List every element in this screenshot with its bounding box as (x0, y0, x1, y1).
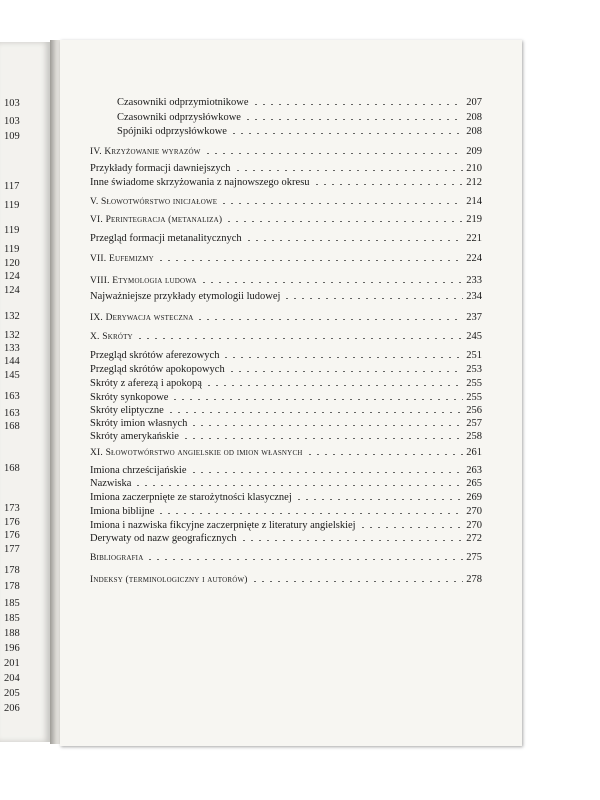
toc-entry-title: Derywaty od nazw geograficznych (90, 533, 237, 544)
dot-leader (205, 378, 463, 386)
toc-entry-page: 245 (466, 331, 482, 342)
dot-leader (251, 574, 464, 582)
toc-entry-title: V. Słowotwórstwo inicjałowe (90, 197, 218, 207)
left-page-number: 119 (4, 200, 20, 211)
left-page-number: 145 (4, 370, 20, 381)
dot-leader (234, 163, 464, 171)
toc-entry-page: 237 (466, 312, 482, 323)
dot-leader (222, 350, 463, 358)
toc-entry (90, 520, 482, 532)
dot-leader (182, 431, 463, 439)
left-page-number: 176 (4, 517, 20, 528)
toc-entry (90, 574, 482, 586)
toc-entry (90, 447, 482, 459)
toc-entry-title: Imiona i nazwiska fikcyjne zaczerpnięte z literatury angielskiej (90, 520, 356, 531)
toc-entry-title: Skróty synkopowe (90, 392, 169, 403)
left-page-number: 119 (4, 225, 20, 236)
toc-entry-page: 224 (466, 253, 482, 264)
toc-entry-title: Przegląd skrótów aferezowych (90, 350, 220, 361)
toc-entry-page: 253 (466, 364, 482, 375)
left-page-number: 204 (4, 673, 20, 684)
toc-entry-page: 270 (466, 506, 482, 517)
dot-leader (200, 275, 464, 283)
dot-leader (283, 291, 463, 299)
toc-entry (90, 431, 482, 443)
toc-entry (117, 112, 482, 124)
toc-entry (90, 392, 482, 404)
dot-leader (240, 533, 464, 541)
toc-entry-page: 208 (466, 126, 482, 137)
toc-entry-title: IV. Krzyżowanie wyrazów (90, 147, 201, 157)
toc-entry (90, 418, 482, 430)
toc-entry-page: 212 (466, 177, 482, 188)
toc-entry (90, 163, 482, 175)
toc-entry-page: 278 (466, 574, 482, 585)
dot-leader (204, 146, 464, 154)
toc-entry-title: IX. Derywacja wsteczna (90, 313, 194, 323)
toc-entry-title: VI. Perintegracja (metanaliza) (90, 215, 223, 225)
left-page-number: 163 (4, 391, 20, 402)
toc-entry (90, 214, 482, 226)
toc-entry-page: 219 (466, 214, 482, 225)
toc-entry-page: 210 (466, 163, 482, 174)
dot-leader (252, 97, 464, 105)
toc-entry-page: 221 (466, 233, 482, 244)
toc-entry (90, 146, 482, 158)
toc-entry-page: 255 (466, 392, 482, 403)
toc-entry-page: 275 (466, 552, 482, 563)
dot-leader (225, 214, 463, 222)
left-page-number: 117 (4, 181, 20, 192)
toc-entry-page: 265 (466, 478, 482, 489)
left-page-number: 144 (4, 356, 20, 367)
toc-entry-page: 269 (466, 492, 482, 503)
toc-entry (117, 97, 482, 109)
toc-entry-title: Skróty amerykańskie (90, 431, 179, 442)
toc-entry-title: VII. Eufemizmy (90, 254, 154, 264)
toc-entry-title: Imiona biblijne (90, 506, 155, 517)
left-page-number: 168 (4, 463, 20, 474)
toc-entry-title: Skróty z aferezą i apokopą (90, 378, 202, 389)
toc-entry-page: 207 (466, 97, 482, 108)
left-page-number: 188 (4, 628, 20, 639)
toc-entry (90, 196, 482, 208)
toc-entry (90, 291, 482, 303)
left-page-number: 178 (4, 581, 20, 592)
dot-leader (244, 112, 463, 120)
dot-leader (295, 492, 464, 500)
toc-entry (90, 253, 482, 265)
toc-entry-title: Indeksy (terminologiczny i autorów) (90, 575, 248, 585)
toc-entry (90, 378, 482, 390)
toc-entry-page: 251 (466, 350, 482, 361)
dot-leader (230, 126, 463, 134)
left-page-number: 124 (4, 285, 20, 296)
toc-entry-page: 258 (466, 431, 482, 442)
dot-leader (196, 312, 463, 320)
toc-entry-page: 214 (466, 196, 482, 207)
toc-entry (90, 478, 482, 490)
toc-entry-title: Przegląd formacji metanalitycznych (90, 233, 242, 244)
toc-entry-title: Czasowniki odprzymiotnikowe (117, 97, 249, 108)
dot-leader (306, 447, 464, 455)
left-page-number: 119 (4, 244, 20, 255)
dot-leader (146, 552, 463, 560)
left-page-number: 168 (4, 421, 20, 432)
toc-entry-page: 256 (466, 405, 482, 416)
toc-entry (90, 405, 482, 417)
toc-entry-page: 208 (466, 112, 482, 123)
toc-entry-title: Bibliografia (90, 553, 144, 563)
toc-entry-page: 272 (466, 533, 482, 544)
left-page-number: 120 (4, 258, 20, 269)
left-page-number: 109 (4, 131, 20, 142)
toc-entry (90, 533, 482, 545)
toc-entry-page: 234 (466, 291, 482, 302)
left-page-number: 206 (4, 703, 20, 714)
dot-leader (157, 506, 463, 514)
toc-entry-title: Przegląd skrótów apokopowych (90, 364, 225, 375)
left-page-number: 133 (4, 343, 20, 354)
toc-entry (90, 506, 482, 518)
left-page-number: 185 (4, 598, 20, 609)
toc-entry (90, 492, 482, 504)
left-page-number: 103 (4, 98, 20, 109)
toc-entry (90, 465, 482, 477)
toc-entry-title: Inne świadome skrzyżowania z najnowszego okresu (90, 177, 310, 188)
left-page-number: 177 (4, 544, 20, 555)
left-page-number: 132 (4, 311, 20, 322)
toc-entry-page: 261 (466, 447, 482, 458)
toc-entry-title: Spójniki odprzysłówkowe (117, 126, 227, 137)
dot-leader (359, 520, 464, 528)
left-page-number: 163 (4, 408, 20, 419)
toc-entry-title: Czasowniki odprzysłówkowe (117, 112, 241, 123)
left-page-number: 176 (4, 530, 20, 541)
dot-leader (220, 196, 463, 204)
toc-entry-title: Nazwiska (90, 478, 132, 489)
toc-entry (90, 331, 482, 343)
dot-leader (245, 233, 464, 241)
left-page-number: 201 (4, 658, 20, 669)
toc-entry (90, 177, 482, 189)
dot-leader (190, 465, 464, 473)
toc-entry-title: X. Skróty (90, 332, 133, 342)
toc-entry (90, 312, 482, 324)
left-page-number: 124 (4, 271, 20, 282)
left-page-number: 196 (4, 643, 20, 654)
toc-entry-title: VIII. Etymologia ludowa (90, 276, 197, 286)
left-page-number: 173 (4, 503, 20, 514)
toc-entry (90, 552, 482, 564)
dot-leader (228, 364, 464, 372)
left-page-number: 178 (4, 565, 20, 576)
toc-entry-page: 255 (466, 378, 482, 389)
left-page-number: 185 (4, 613, 20, 624)
toc-entry-page: 233 (466, 275, 482, 286)
left-page-number: 132 (4, 330, 20, 341)
toc-entry-title: Przykłady formacji dawniejszych (90, 163, 231, 174)
toc-entry-title: Imiona zaczerpnięte ze starożytności klasycznej (90, 492, 292, 503)
dot-leader (134, 478, 463, 486)
dot-leader (157, 253, 463, 261)
toc-entry-page: 270 (466, 520, 482, 531)
toc-entry (117, 126, 482, 138)
left-page-number: 103 (4, 116, 20, 127)
toc-entry-title: Imiona chrześcijańskie (90, 465, 187, 476)
toc-entry (90, 350, 482, 362)
toc-entry (90, 275, 482, 287)
toc-entry-title: Skróty eliptyczne (90, 405, 164, 416)
dot-leader (313, 177, 464, 185)
toc-entry-page: 263 (466, 465, 482, 476)
toc-entry-title: Skróty imion własnych (90, 418, 188, 429)
dot-leader (171, 392, 463, 400)
dot-leader (136, 331, 463, 339)
toc-entry (90, 364, 482, 376)
toc-entry-page: 257 (466, 418, 482, 429)
toc-entry-title: XI. Słowotwórstwo angielskie od imion własnych (90, 448, 303, 458)
toc-entry (90, 233, 482, 245)
dot-leader (167, 405, 463, 413)
toc-entry-page: 209 (466, 146, 482, 157)
toc-entry-title: Najważniejsze przykłady etymologii ludowej (90, 291, 281, 302)
left-page-number: 205 (4, 688, 20, 699)
dot-leader (190, 418, 463, 426)
